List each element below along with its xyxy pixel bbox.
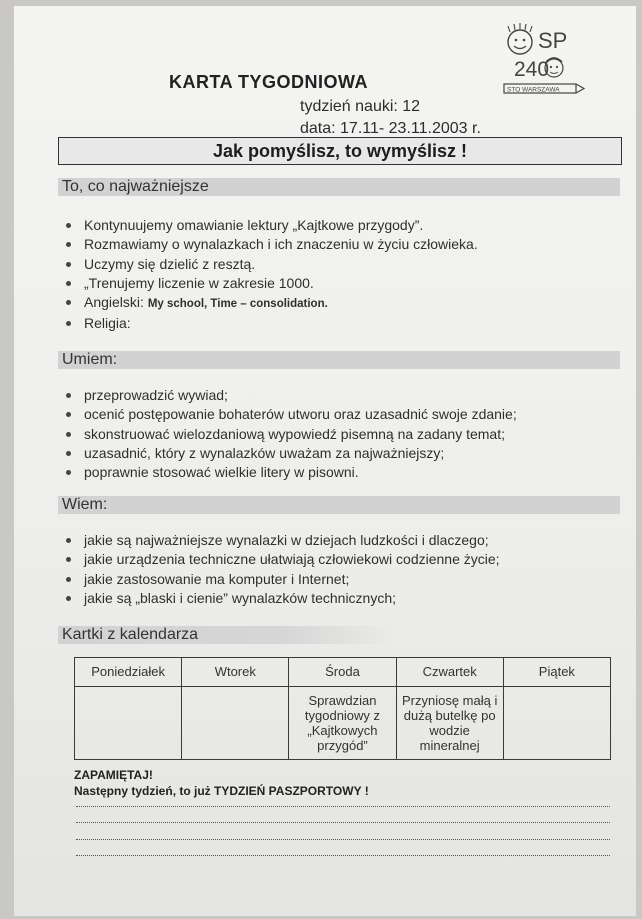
calendar-entry: Przyniosę małą i dużą butelkę po wodzie mineralnej [396,687,503,760]
logo-number-text: 240 [514,58,550,81]
writing-line [76,806,610,807]
calendar-day-header: Piątek [503,658,610,687]
list-item: jakie są „blaski i cienie” wynalazków technicznych; [62,589,500,608]
calendar-day-header: Środa [289,658,396,687]
umiem-list [62,386,517,482]
list-item: uzasadnić, który z wynalazków uważam za najważniejszy; [62,444,517,463]
english-label: Angielski: [84,294,144,311]
list-item: Uczymy się dzielić z resztą. [62,255,478,274]
section-heading-wiem: Wiem: [58,496,620,514]
list-item: jakie są najważniejsze wynalazki w dziejach ludzkości i dlaczego; [62,531,500,550]
school-logo [498,20,588,100]
list-item: przeprowadzić wywiad; [62,386,517,405]
list-item: „Trenujemy liczenie w zakresie 1000. [62,274,478,293]
writing-line [76,855,610,856]
calendar-entry: Sprawdzian tygodniowy z „Kajtkowych przygód” [289,687,396,760]
list-item: jakie urządzenia techniczne ułatwiają człowiekowi codzienne życie; [62,550,500,569]
list-item-english [62,293,478,314]
wiem-list [62,531,500,608]
calendar-entry [182,687,289,760]
calendar-day-header: Czwartek [396,658,503,687]
list-item: skonstruować wielozdaniową wypowiedź pisemną na zadany temat; [62,425,517,444]
motto-banner: Jak pomyślisz, to wymyślisz ! [58,137,622,165]
date-range: data: 17.11- 23.11.2003 r. [300,120,481,137]
calendar-day-header: Wtorek [182,658,289,687]
calendar-entry [75,687,182,760]
calendar-entry [503,687,610,760]
calendar-table [74,657,611,760]
list-item: Religia: [62,314,478,333]
section-heading-main: To, co najważniejsze [58,178,620,196]
page-title: KARTA TYGODNIOWA [169,72,368,92]
remember-heading: ZAPAMIĘTAJ! [74,768,153,782]
list-item: ocenić postępowanie bohaterów utworu oraz uzasadnić swoje zdanie; [62,405,517,424]
english-topic: My school, Time – consolidation. [147,298,328,311]
list-item: jakie zastosowanie ma komputer i Internet; [62,570,500,589]
worksheet-page [14,6,636,916]
next-week-note: Następny tydzień, to już TYDZIEŃ PASZPORTOWY ! [74,784,369,798]
calendar-day-header: Poniedziałek [75,658,182,687]
writing-line [76,822,610,823]
logo-sp-text: SP [538,28,568,53]
main-list [62,216,478,334]
list-item: Kontynuujemy omawianie lektury „Kajtkowe przygody”. [62,216,478,235]
section-heading-umiem: Umiem: [58,351,620,369]
week-number: tydzień nauki: 12 [300,98,421,115]
list-item: Rozmawiamy o wynalazkach i ich znaczeniu w życiu człowieka. [62,235,478,254]
logo-face-left [508,30,532,54]
section-heading-calendar: Kartki z kalendarza [58,626,620,644]
list-item: poprawnie stosować wielkie litery w pisowni. [62,463,517,482]
logo-banner-text: STO WARSZAWA [507,86,560,94]
calendar-header-row [75,658,611,687]
writing-line [76,839,610,840]
calendar-entries-row [75,687,611,760]
